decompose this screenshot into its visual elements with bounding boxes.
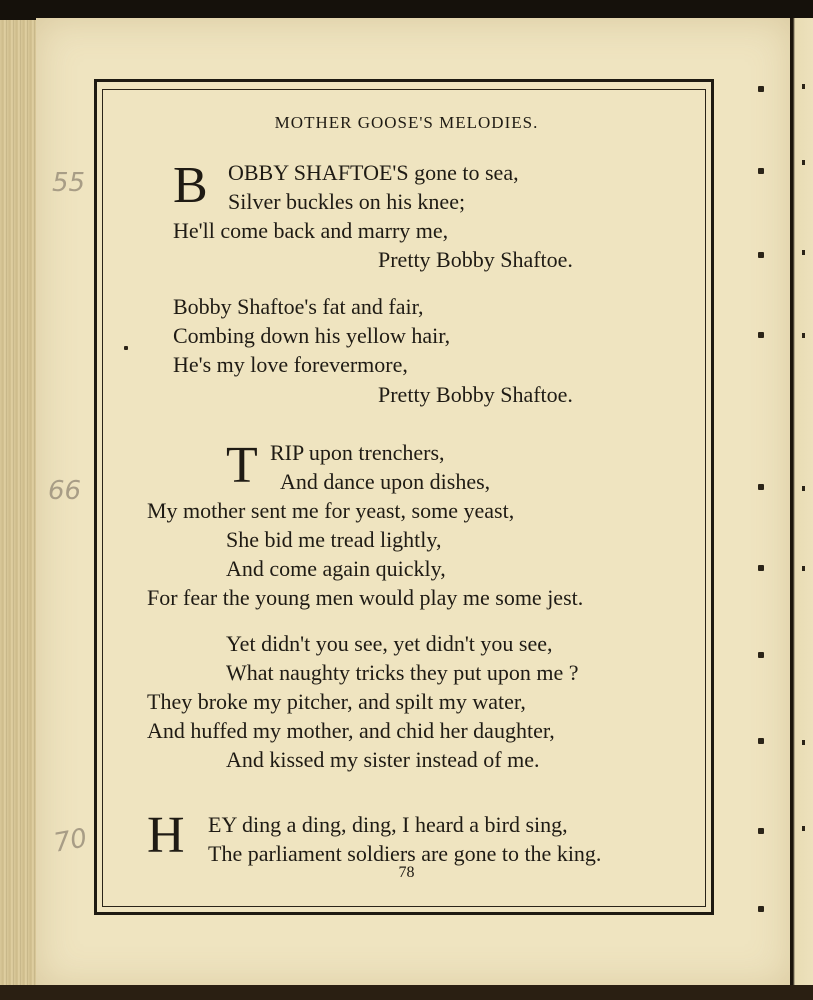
verse-line: RIP upon trenchers,: [270, 440, 445, 465]
verse-line: Pretty Bobby Shaftoe.: [378, 247, 573, 272]
thread-mark: [758, 168, 764, 174]
thread-mark: [758, 828, 764, 834]
thread-mark: [802, 160, 805, 165]
verse-line: What naughty tricks they put upon me ?: [226, 660, 579, 685]
thread-mark: [758, 738, 764, 744]
thread-mark: [802, 740, 805, 745]
thread-mark: [802, 84, 805, 89]
thread-mark: [758, 86, 764, 92]
scan-bottom-border: [0, 985, 813, 1000]
thread-mark: [758, 332, 764, 338]
verse-line: My mother sent me for yeast, some yeast,: [147, 498, 515, 523]
thread-mark: [758, 652, 764, 658]
thread-mark: [802, 486, 805, 491]
drop-cap: B: [173, 157, 208, 214]
verse-line: Pretty Bobby Shaftoe.: [378, 382, 573, 407]
thread-mark: [802, 333, 805, 338]
verse-line: The parliament soldiers are gone to the king.: [208, 841, 602, 866]
thread-mark: [802, 250, 805, 255]
thread-mark: [802, 826, 805, 831]
verse-line: EY ding a ding, ding, I heard a bird sing,: [208, 812, 568, 837]
verse-line: And huffed my mother, and chid her daughter,: [147, 718, 555, 743]
thread-mark: [758, 252, 764, 258]
drop-cap: T: [226, 437, 258, 494]
verse-line: And come again quickly,: [226, 556, 446, 581]
thread-mark: [802, 566, 805, 571]
thread-mark: [758, 906, 764, 912]
margin-note: 70: [51, 823, 90, 859]
page-number: 78: [398, 864, 415, 881]
verse-line: He's my love forevermore,: [173, 352, 408, 377]
drop-cap: H: [147, 807, 185, 864]
verse-line: He'll come back and marry me,: [173, 218, 449, 243]
verse-line: Silver buckles on his knee;: [228, 189, 466, 214]
thread-mark: [758, 484, 764, 490]
verse-line: She bid me tread lightly,: [226, 527, 442, 552]
verse-line: Bobby Shaftoe's fat and fair,: [173, 294, 424, 319]
verse-line: And dance upon dishes,: [280, 469, 491, 494]
verse-line: They broke my pitcher, and spilt my water,: [147, 689, 526, 714]
margin-note: 55: [52, 168, 86, 198]
running-header: MOTHER GOOSE'S MELODIES.: [274, 113, 539, 132]
thread-mark: [758, 565, 764, 571]
verse-line: And kissed my sister instead of me.: [226, 747, 540, 772]
verse-line: Combing down his yellow hair,: [173, 323, 451, 348]
verse-line: OBBY SHAFTOE'S gone to sea,: [228, 160, 519, 185]
verse-line: For fear the young men would play me some jest.: [147, 585, 584, 610]
margin-note: 66: [48, 476, 82, 506]
verse-line: Yet didn't you see, yet didn't you see,: [226, 631, 553, 656]
